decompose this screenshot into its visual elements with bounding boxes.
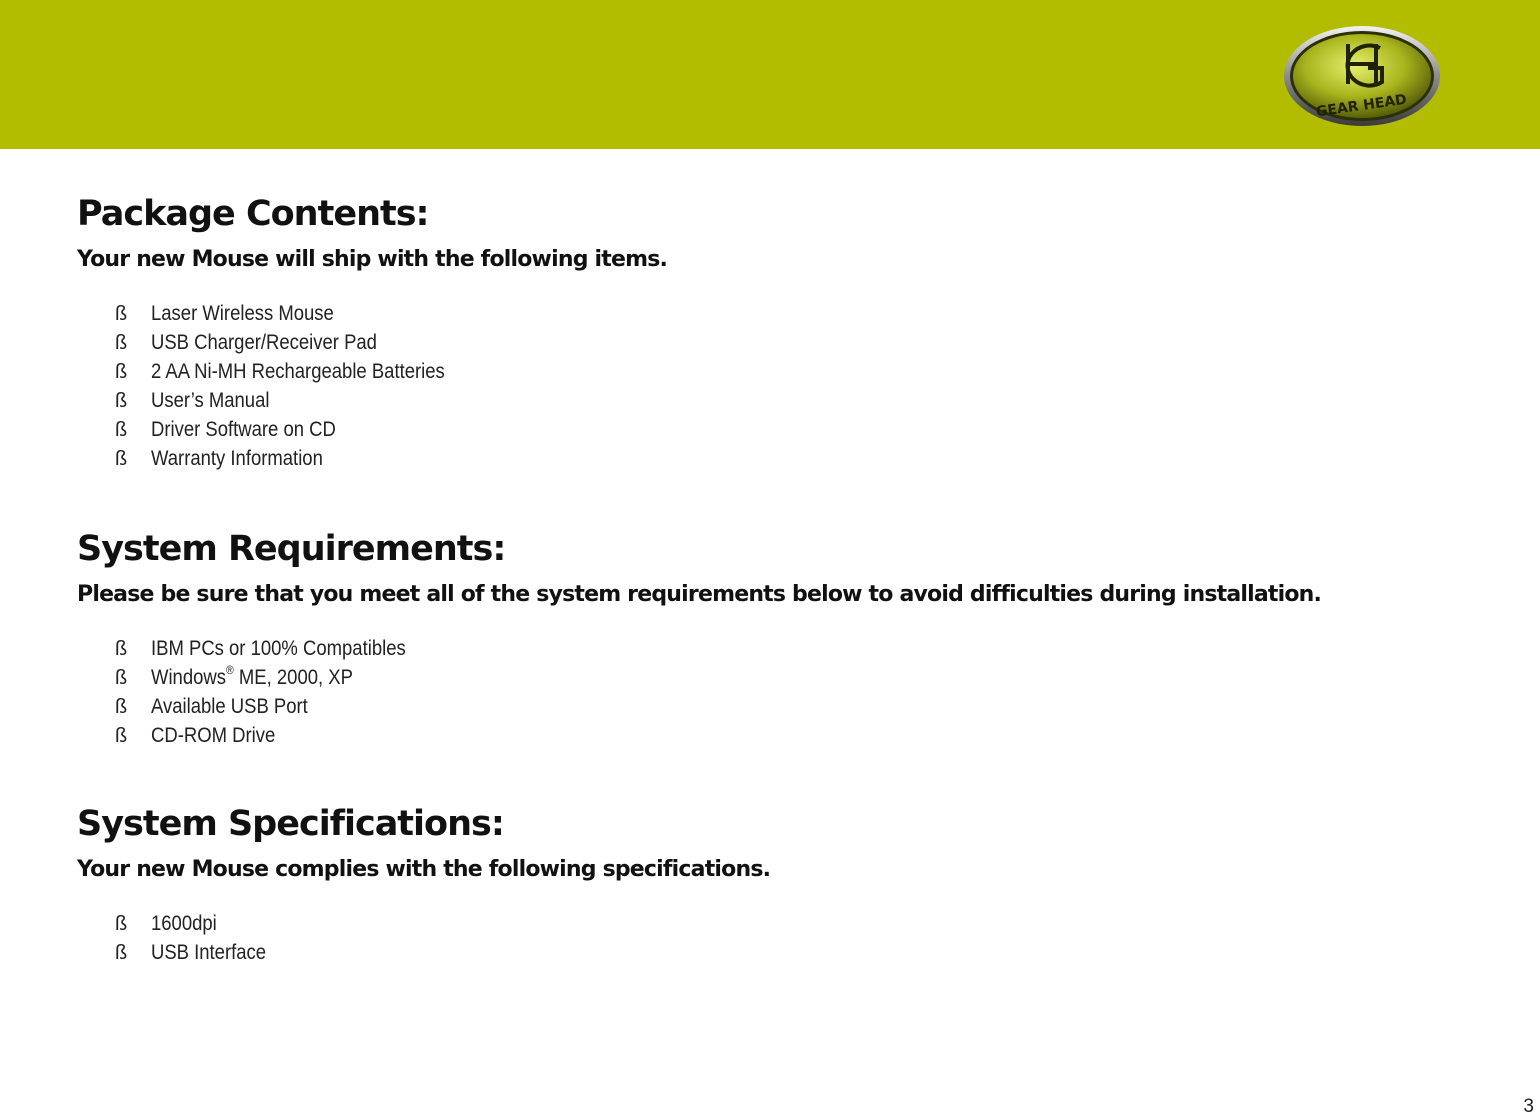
bullet-icon: ß — [115, 303, 128, 325]
section-title: Package Contents: — [77, 194, 429, 234]
bullet-icon: ß — [115, 725, 128, 747]
list-item — [115, 328, 1527, 357]
list-item — [115, 386, 1527, 415]
list-item-text: User’s Manual — [151, 389, 270, 412]
section-subtitle: Your new Mouse complies with the following specifications. — [77, 857, 771, 882]
section-subtitle: Your new Mouse will ship with the following items. — [77, 247, 668, 272]
section-subtitle: Please be sure that you meet all of the system requirements below to avoid difficulties during installation. — [77, 582, 1322, 607]
list-item-text: Available USB Port — [151, 695, 308, 718]
list-item-text-suffix: ME, 2000, XP — [233, 666, 353, 689]
svg-text:GEAR HEAD: GEAR HEAD — [1315, 91, 1408, 121]
list-item-text — [151, 663, 353, 692]
list-item — [115, 663, 1527, 692]
bullet-icon: ß — [115, 390, 128, 412]
bullet-icon: ß — [115, 361, 128, 383]
bullet-icon: ß — [115, 332, 128, 354]
page-number: 3 — [1523, 1096, 1534, 1117]
list-item-text: USB Interface — [151, 941, 267, 964]
bullet-icon: ß — [115, 667, 128, 689]
bullet-icon: ß — [115, 419, 128, 441]
bullet-list — [115, 634, 1527, 750]
system-specifications-section — [77, 800, 1527, 967]
list-item — [115, 692, 1527, 721]
list-item — [115, 415, 1527, 444]
bullet-icon: ß — [115, 638, 128, 660]
list-item — [115, 634, 1527, 663]
system-requirements-section — [77, 525, 1527, 750]
list-item — [115, 357, 1527, 386]
list-item-text: USB Charger/Receiver Pad — [151, 331, 377, 354]
list-item — [115, 909, 1527, 938]
bullet-icon: ß — [115, 942, 128, 964]
list-item-text: IBM PCs or 100% Compatibles — [151, 637, 406, 660]
bullet-list — [115, 909, 1527, 967]
registered-mark: ® — [225, 663, 234, 677]
list-item-text: Warranty Information — [151, 447, 323, 470]
list-item — [115, 299, 1527, 328]
list-item-text: 1600dpi — [151, 912, 217, 935]
list-item — [115, 721, 1527, 750]
list-item-text-prefix: Windows — [151, 666, 226, 689]
document-body — [77, 190, 1527, 967]
bullet-list — [115, 299, 1527, 473]
package-contents-section — [77, 190, 1527, 473]
bullet-icon: ß — [115, 448, 128, 470]
section-title: System Requirements: — [77, 529, 506, 569]
list-item — [115, 444, 1527, 473]
list-item — [115, 938, 1527, 967]
section-title: System Specifications: — [77, 804, 504, 844]
bullet-icon: ß — [115, 913, 128, 935]
list-item-text: CD-ROM Drive — [151, 724, 276, 747]
bullet-icon: ß — [115, 696, 128, 718]
list-item-text: Driver Software on CD — [151, 418, 336, 441]
list-item-text: 2 AA Ni-MH Rechargeable Batteries — [151, 360, 445, 383]
list-item-text: Laser Wireless Mouse — [151, 302, 334, 325]
gear-head-logo-icon — [1282, 24, 1442, 128]
